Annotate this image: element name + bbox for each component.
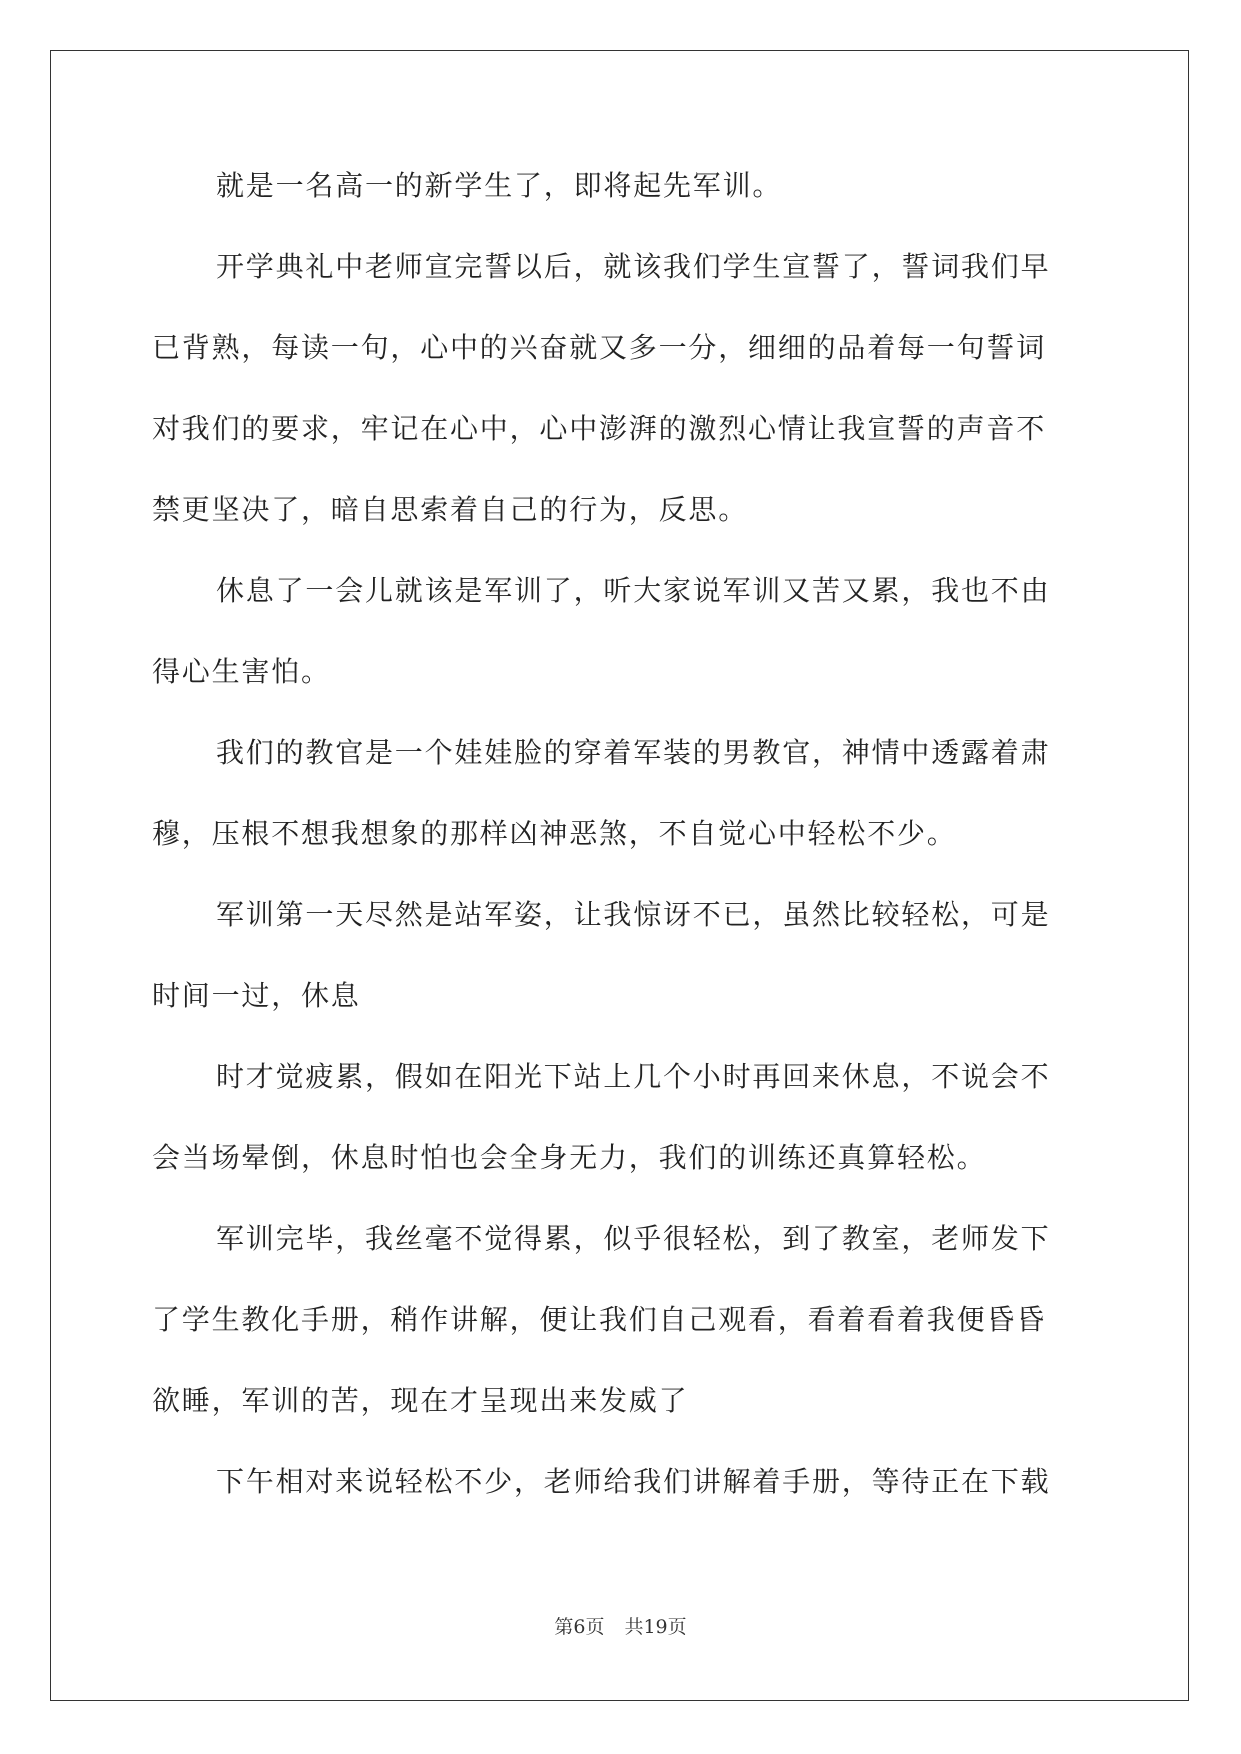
page-total: 共19页 [624,1616,687,1638]
text-line: 军训完毕，我丝毫不觉得累，似乎很轻松，到了教室，老师发下 [216,1222,1051,1255]
text-line: 时间一过，休息 [152,979,361,1012]
text-line: 我们的教官是一个娃娃脸的穿着军装的男教官，神情中透露着肃 [216,736,1051,769]
text-line: 欲睡，军训的苦，现在才呈现出来发威了 [152,1384,689,1417]
document-body [152,145,1092,1522]
text-line: 军训第一天尽然是站军姿，让我惊讶不已，虽然比较轻松，可是 [216,898,1051,931]
text-line: 了学生教化手册，稍作讲解，便让我们自己观看，看着看着我便昏昏 [152,1303,1047,1336]
text-line: 禁更坚决了，暗自思索着自己的行为，反思。 [152,493,749,526]
text-line: 对我们的要求，牢记在心中，心中澎湃的激烈心情让我宣誓的声音不 [152,412,1047,445]
page-footer [0,1612,1241,1639]
text-line: 已背熟，每读一句，心中的兴奋就又多一分，细细的品着每一句誓词 [152,331,1047,364]
page-number: 第6页 [554,1616,605,1638]
text-line: 开学典礼中老师宣完誓以后，就该我们学生宣誓了，誓词我们早 [216,250,1051,283]
text-line: 穆，压根不想我想象的那样凶神恶煞，不自觉心中轻松不少。 [152,817,957,850]
text-line: 下午相对来说轻松不少，老师给我们讲解着手册，等待正在下载 [216,1465,1051,1498]
text-line: 得心生害怕。 [152,655,331,688]
text-line: 休息了一会儿就该是军训了，听大家说军训又苦又累，我也不由 [216,574,1051,607]
text-line: 时才觉疲累，假如在阳光下站上几个小时再回来休息，不说会不 [216,1060,1051,1093]
text-line: 就是一名高一的新学生了，即将起先军训。 [216,169,783,202]
text-line: 会当场晕倒，休息时怕也会全身无力，我们的训练还真算轻松。 [152,1141,987,1174]
